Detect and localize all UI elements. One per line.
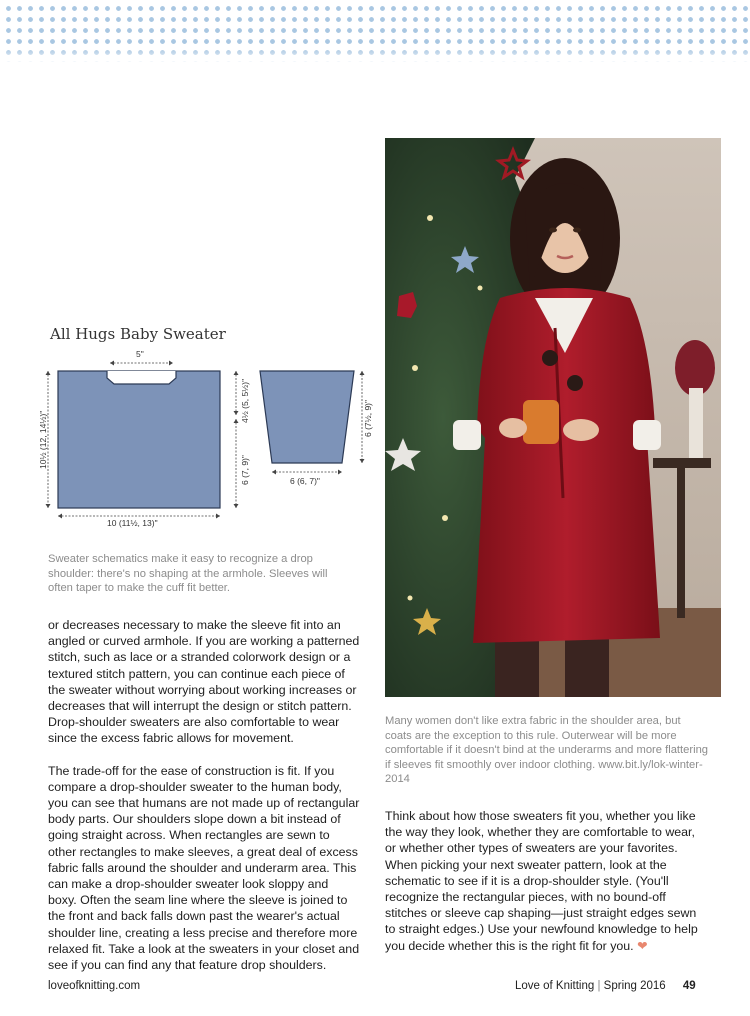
body-width-measure: 10 (11½, 13)" (107, 518, 158, 528)
body-length-measure: 10½ (12, 14½)" (38, 410, 48, 469)
paragraph: or decreases necessary to make the sleeve fit into an angled or curved armhole. If you are working a patterned stitch, such as lace or a stranded colorwork design or a textured stitch pattern, you can continue each piece of the sweater without worrying about working increases or decreases that will interrupt the design or stitch pattern. Drop-shoulder sweaters are also comfortable to wear since the excess fabric allows for movement. (48, 618, 360, 746)
photo-caption: Many women don't like extra fabric in the shoulder area, but coats are the exception to this rule. Outerwear will be more comfortable if it doesn't bind at the underarms and more flattering if sleeves fit smoothly over indoor clothing. www.bit.ly/lok-winter-2014 (385, 715, 709, 785)
schematic-caption: Sweater schematics make it easy to recognize a drop shoulder: there's no shaping at the armhole. Sleeves will often taper to make the cuff fit better. (48, 553, 328, 594)
model-photo-illustration (385, 138, 721, 697)
sleeve-cuff-measure: 6 (6, 7)" (290, 476, 320, 486)
footer-issue: Love of Knitting | Spring 2016 49 (515, 980, 696, 992)
schematic-title: All Hugs Baby Sweater (50, 325, 226, 343)
page-number: 49 (682, 980, 696, 992)
neck-shaping (107, 371, 176, 384)
sweater-schematic (36, 345, 376, 530)
right-column (385, 808, 705, 954)
magazine-name: Love of Knitting (515, 980, 595, 992)
body-top-measure: 5" (136, 349, 144, 359)
footer-site: loveofknitting.com (48, 980, 141, 992)
sleeve-length-measure: 6 (7½, 9)" (363, 399, 373, 437)
left-column (48, 617, 360, 973)
issue-name: Spring 2016 (603, 980, 666, 992)
body-piece (58, 371, 220, 508)
sleeve-cap-measure: 4½ (5, 5½)" (240, 378, 250, 423)
sleeve-body-measure: 6 (7, 9)" (240, 455, 250, 485)
paragraph: Think about how those sweaters fit you, whether you like the way they look, whether they are comfortable to wear, or whether other types of sweaters are your favorites. When picking your next sweater pattern, look at the schematic to see if it is a drop-shoulder style. (You'll recognize the rectangular pieces, with no bound-off stitches or sleeve cap shaping—just straight edges sewn to straight edges.) Use your newfound knowledge to help you decide whether this is the right fit for you. ❤ (385, 809, 698, 953)
heart-icon: ❤ (637, 938, 648, 953)
paragraph: The trade-off for the ease of construction is fit. If you compare a drop-shoulder sweater to the human body, you can see that humans are not made up of rectangular body parts. Our shoulders slope down a bit instead of going straight across. When rectangles are sewn to other rectangles to make sleeves, a great deal of excess fabric falls around the shoulder and underarm area. This can make a drop-shoulder sweater look sloppy and boxy. Often the seam line where the sleeve is joined to the front and back falls down past the wearer's actual shoulder line, creating a less precise and therefore more relaxed fit. Take a look at the sweaters in your closet and see if you can find any that feature drop shoulders. (48, 763, 360, 973)
sleeve-piece (260, 371, 354, 463)
model-photo (385, 138, 721, 697)
